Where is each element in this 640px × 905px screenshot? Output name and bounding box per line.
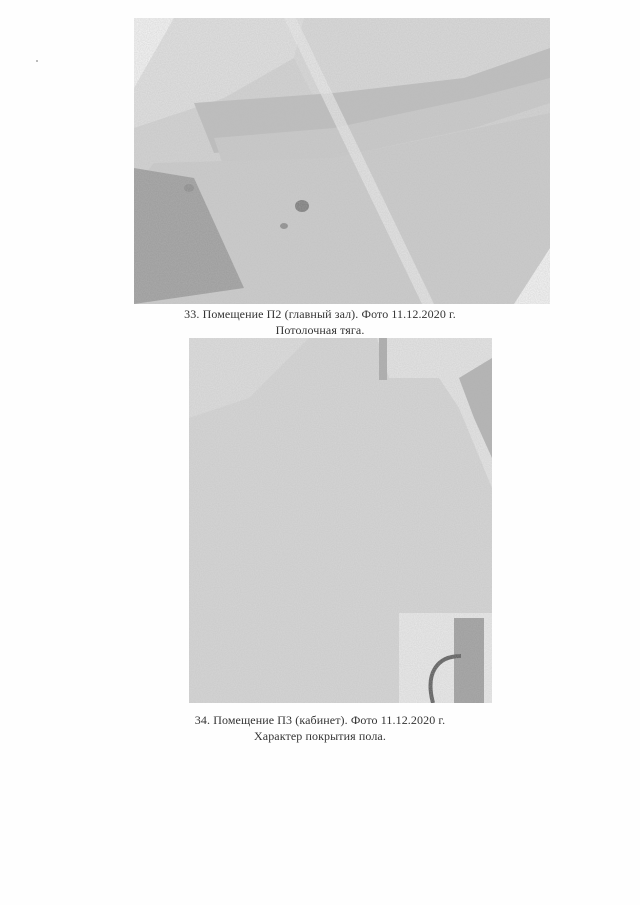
photo-ceiling-cornice: [134, 18, 550, 304]
photo-floor-covering: [189, 338, 492, 703]
photo-34-caption: [0, 712, 640, 744]
caption-line: 34. Помещение П3 (кабинет). Фото 11.12.2020 г.: [194, 713, 446, 727]
caption-line: 33. Помещение П2 (главный зал). Фото 11.12.2020 г.: [184, 307, 456, 321]
scan-speck: [36, 60, 38, 62]
caption-line: Потолочная тяга.: [275, 323, 365, 337]
photo-33-caption: [0, 306, 640, 338]
caption-line: Характер покрытия пола.: [254, 729, 386, 743]
